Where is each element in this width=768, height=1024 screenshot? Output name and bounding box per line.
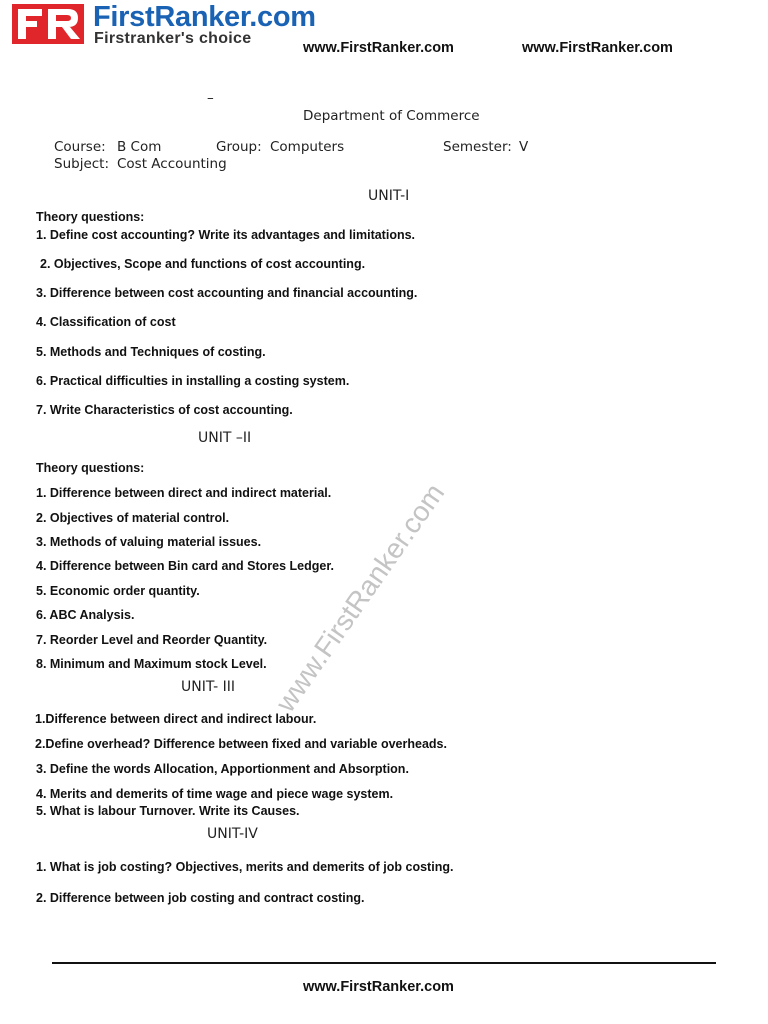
- footer-site-link[interactable]: www.FirstRanker.com: [303, 979, 454, 995]
- unit2-question: 6. ABC Analysis.: [36, 608, 135, 622]
- unit3-question: 3. Define the words Allocation, Apportionment and Absorption.: [36, 762, 409, 776]
- unit2-question: 4. Difference between Bin card and Stores Ledger.: [36, 559, 335, 573]
- unit3-question: 2.Define overhead? Difference between fixed and variable overheads.: [35, 737, 447, 751]
- unit3-question: 1.Difference between direct and indirect labour.: [35, 712, 317, 726]
- course-value: B Com: [117, 139, 162, 155]
- unit4-title: UNIT-IV: [207, 826, 258, 842]
- subject-value: Cost Accounting: [117, 156, 227, 172]
- unit1-question: 7. Write Characteristics of cost accounting.: [36, 403, 293, 417]
- site-link-2[interactable]: www.FirstRanker.com: [522, 40, 673, 56]
- unit2-theory-heading: Theory questions:: [36, 461, 145, 475]
- unit3-question: 5. What is labour Turnover. Write its Causes.: [36, 804, 300, 818]
- course-label: Course:: [54, 139, 106, 155]
- fr-logo-icon: [10, 2, 86, 46]
- watermark: www.FirstRanker.com: [269, 477, 451, 718]
- unit2-question: 5. Economic order quantity.: [36, 584, 200, 598]
- unit3-title: UNIT- III: [181, 679, 236, 695]
- unit4-question: 1. What is job costing? Objectives, merits and demerits of job costing.: [36, 860, 454, 874]
- unit1-question: 3. Difference between cost accounting and financial accounting.: [36, 286, 418, 300]
- unit4-question: 2. Difference between job costing and contract costing.: [36, 891, 365, 905]
- unit2-title: UNIT –II: [198, 430, 252, 446]
- unit2-question: 2. Objectives of material control.: [36, 511, 230, 525]
- firstranker-logo[interactable]: [10, 2, 330, 48]
- department-title: Department of Commerce: [303, 108, 480, 124]
- site-link-1[interactable]: www.FirstRanker.com: [303, 40, 454, 56]
- logo-tagline: Firstranker's choice: [94, 30, 252, 47]
- logo-name: FirstRanker.com: [93, 1, 316, 33]
- subject-label: Subject:: [54, 156, 110, 172]
- group-value: Computers: [270, 139, 345, 155]
- unit1-question: 4. Classification of cost: [36, 315, 176, 329]
- semester-value: V: [519, 139, 529, 155]
- unit3-question: 4. Merits and demerits of time wage and piece wage system.: [36, 787, 394, 801]
- unit1-question: 6. Practical difficulties in installing a costing system.: [36, 374, 350, 388]
- unit2-question: 7. Reorder Level and Reorder Quantity.: [36, 633, 268, 647]
- unit1-question: 1. Define cost accounting? Write its advantages and limitations.: [36, 228, 416, 242]
- unit1-question: 2. Objectives, Scope and functions of cost accounting.: [40, 257, 366, 271]
- unit2-question: 1. Difference between direct and indirect material.: [36, 486, 332, 500]
- stray-dash: –: [207, 90, 214, 106]
- footer-divider: [52, 962, 716, 964]
- semester-label: Semester:: [443, 139, 512, 155]
- unit1-theory-heading: Theory questions:: [36, 210, 145, 224]
- group-label: Group:: [216, 139, 262, 155]
- unit2-question: 8. Minimum and Maximum stock Level.: [36, 657, 267, 671]
- unit1-title: UNIT-I: [368, 188, 410, 204]
- unit1-question: 5. Methods and Techniques of costing.: [36, 345, 266, 359]
- unit2-question: 3. Methods of valuing material issues.: [36, 535, 262, 549]
